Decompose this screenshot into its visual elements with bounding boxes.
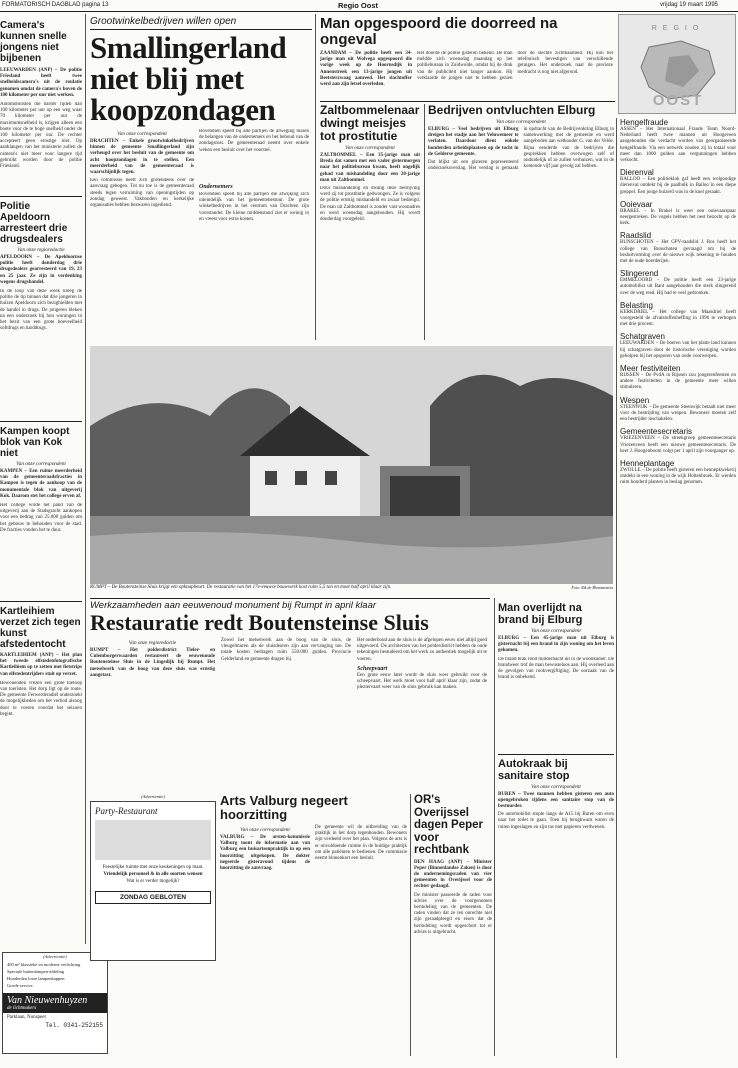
brief-title: Belasting: [620, 300, 653, 310]
article-body: Het onderhoud aan de sluis is de afgelopen eeuw niet altijd goed uitgevoerd. De architecten van het polderdistrict hebben de oude tekeningen bestudeerd om het werk zo authentiek mogelijk uit te voeren.: [357, 638, 487, 662]
ad-line: Vriendelijk personeel & in alle soorten wensen: [103, 872, 203, 877]
advertisement-lighting: [2, 952, 108, 1054]
brief-title: Schatgraven: [620, 332, 665, 342]
brief-body: ZWOLLE – De politie heeft gisteren een hennepkwekerij ontdekt in een woning in de wijk Holtenbroek. Er werden ruim honderd planten in beslag genomen.: [620, 467, 736, 486]
article-byline: Van onze correspondent: [496, 119, 546, 125]
article-kicker: Grootwinkelbedrijven willen open: [90, 16, 237, 27]
left-column: [0, 14, 82, 1058]
article-body: De gemeente wil de uitbreiding van de praktijk in het dorp tegenhouden. Bewoners zijn verdeeld over het plan. Volgens de arts is er onvoldoende ruimte in de huidige praktijk om alle patiënten te bedienen. De commissie neemt binnenkort een besluit.: [315, 825, 407, 862]
article-zaltbommel: [320, 104, 420, 340]
photo-credit: Foto: Rik de Blommestein: [571, 585, 613, 590]
brief-title: Dierenval: [620, 168, 654, 178]
brief-body: RIJSSEN – De PvdA in Rijssen zou jongerenfeesten en andere festiviteiten in de gemeente meer willen stimuleren.: [620, 373, 736, 391]
article-body: Het college wilde het pand van de uitgeverij aan de Stadsgracht aankopen voor een bedrag van 25.000 gulden om het gebouw te behouden voor de stad. De fracties vonden het te duur.: [0, 503, 82, 533]
article-body: Een commissie heeft zich grotendeels over de aanvraag gebogen. Tot nu toe is de gemeenteraad steeds tegen verruiming van openingstijden op zondag geweest. Vakbonden en kerkelijke organisaties hebben bezwaren ingediend.: [90, 178, 194, 209]
article-byline: Van onze correspondent: [240, 827, 290, 833]
article-title: Kampen koopt blok van Kok niet: [0, 426, 70, 460]
brief-title: Gemeentesecretaris: [620, 427, 693, 437]
article-body: Automobilisten die harder rijden dan 100 kilometer per uur op een weg waar 70 kilometer per uur de maximumsnelheid is, krijgen alleen een boete voor de te hoge snelheid onder de 100 kilometer per uur. De rechter accepteert geen ernstige niet. Op aanklangen van het ministerie zullen de camera's niet meer voor langere tijd gebruikt worden door de politie Friesland.: [0, 102, 82, 170]
ad-image: [95, 820, 211, 860]
brief-title: Wespen: [620, 395, 650, 405]
header-section: Regio Oost: [338, 1, 379, 10]
article-lead: KARTLEIHIEM (ANP) – Het plan het tweede elfstedenfotografische Kartleihiem op te zetten met fietstrips van elfstedentrijders stuit op verzet.: [0, 653, 82, 677]
photo-caption: [90, 585, 613, 590]
masthead-label: REGIO: [651, 25, 705, 32]
article-lead: DEN HAAG (ANP) – Minister Peper (Binnenlandse Zaken) is door de ondernemingsraden van vier gemeenten in Overijssel voor de rechter gedaagd.: [414, 859, 492, 890]
brief-title: Ooievaar: [620, 199, 653, 209]
header-left: FORMATORISCH DAGBLAD pagina 13: [2, 2, 109, 8]
article-doorreed: [320, 16, 615, 96]
ad-line: Speciale buitenlampen-afdeling: [7, 969, 65, 974]
masthead-sub: OOST: [652, 92, 704, 109]
brief-body: STEENWIJK – De gemeente Steenwijk betaalt niet meer voor de bestrijding van wespen. Bewoners moeten zelf een bestrijder inschakelen.: [620, 404, 736, 423]
brief-body: ASSEN – Het Internationaal Fraude Team Noord-Nederland heeft twee mannen uit Hoogeveen aangehouden die verdacht worden van georganiseerde hengelfraude. Via een netwerk zouden zij in totaal voor meer dan 1000 gulden aan vergunningen hebben verkocht.: [620, 127, 736, 164]
article-byline: Van onze correspondent: [117, 131, 167, 137]
article-lead: APELDOORN – De Apeldoornse politie heeft donderdag drie drugsdealers gearresteerd van 19, 23 en 25 jaar. Ze zijn in verdenking wegens drugshandel.: [0, 255, 82, 285]
ad-shop-name: Van Nieuwenhuyzen: [7, 995, 88, 1006]
article-subhead: Ondernemers: [199, 184, 233, 190]
brief-body: VRIEZENVEEN – De streekgroep gemeentesecretaris Vriezenveen heeft een nieuwe gemeentesecretaris. De heer J. Hoogenboom volgt per 1 april zijn voorganger op.: [620, 436, 736, 454]
brief-body: KERKDRIEL – Het college van Maasdriel heeft voorgesteld de afvalstoffenheffing in 1996 te verhogen met drie procent.: [620, 309, 736, 328]
news-brief: [620, 427, 736, 455]
brief-body: BALLOO – Een politieklok gaf heeft een wolgoudige dierenval ontdekt bij de paalhulk in Balloo in een diepe greppel. Een jonge buizerd was in de knel geraakt.: [620, 177, 736, 195]
news-brief: [620, 459, 736, 487]
article-ors: [414, 794, 492, 1056]
article-subhead: Scheepvaart: [357, 665, 388, 672]
article-body: De automobilist stopte langs de A15 bij Buren om even naar het toilet te gaan. Toen hij terugkwam waren de ruiten ingeslagen en zijn tas met papieren verdwenen.: [498, 812, 614, 830]
ad-shop-sub: de lichtmakers: [7, 1006, 37, 1011]
news-brief: [620, 396, 736, 424]
news-brief: [620, 269, 736, 297]
ad-line: 400 m² klassieke en moderne verlichting: [7, 962, 81, 967]
article-restauratie: [90, 600, 490, 790]
article-lead: RUMPT – Het polderdistrict Tieler- en Culemborgerwaarden restaureert de eeuwenoude Boutensteinse Sluis in de Lingedijk bij Rumpt. Het metselwerk van de boog van deze sluis was ernstig aangetast.: [90, 648, 215, 678]
article-kicker: Werkzaamheden aan eeuwenoud monument bij Rumpt in april klaar: [90, 600, 377, 611]
ad-line: Feestelijke ruimte met onze keukeningen op maat.: [102, 865, 204, 870]
sluis-photo: [90, 346, 613, 584]
brief-title: Meer festiviteiten: [620, 364, 681, 374]
article-title: Zaltbommelenaar dwingt meisjes tot prostitutie: [320, 104, 420, 143]
article-lead: ZAANDAM – De politie heeft een 34-jarige man uit Wolvega opgespoord die vorige week op de Hoornsdijk in Annenstreek een 13-jarige jongen uit Beetsterzwaag aanreed. Het slachtoffer werd aan zijn letsel overleden.: [320, 51, 412, 88]
article-title: Camera's kunnen snelle jongens niet bijbenen: [0, 20, 67, 64]
brief-title: Slingerend: [620, 269, 659, 279]
news-brief: [620, 301, 736, 329]
article-title: Kartleihiem verzet zich tegen kunst afstedentocht: [0, 606, 81, 651]
article-lead: VALBURG – De arsten-kommissie Valburg toont de informatie aan van Valburg een huisartsenpraktijk in op een hoorzitting uitgekopen. De dokter negeerde gisteravond tijdens de hoorzitting de aanvraag.: [220, 835, 310, 872]
brief-body: EMMELOORD – De politie heeft een 23-jarige automobilist uit Bant aangehouden die sterk slingerend over de weg reed. Hij had te veel gedronken.: [620, 278, 736, 296]
article-title: OR's Overijssel dagen Peper voor rechtbank: [414, 794, 484, 856]
article-byline: Van onze correspondent: [16, 461, 66, 468]
article-body: Bovendien speelt bij alle partijen die afwijking zich uiteindelijk van het gemeentebestuur. De grote winkelbedrijven in het centrum van Drachten zijn voorstander. De kleine middenstand ziet er weinig in en vreest voor extra kosten.: [199, 192, 309, 222]
ad-address: Parklaan, Nunspeet: [7, 1015, 46, 1020]
article-byline: Van onze regioredactie: [17, 247, 65, 254]
article-title: Autokraak bij sanitaire stop: [498, 757, 570, 782]
ad-line: Honderden losse lampenkappen: [7, 976, 65, 981]
brief-body: BRAKEL – In Brakel is weer een ooievaarspaar neergestreken. De vogels hebben het nest bezocht op de kerk.: [620, 208, 736, 227]
caption-text: RUMPT – De Boutensteinse Sluis krijgt een opknapbeurt. De restauratie van het 17e-eeuwse bouwwerk kost ruim 5,5 ton en moet half april klaar zijn.: [90, 585, 392, 590]
article-lead: KAMPEN – Een ruime meerderheid van de gemeenteraadsfracties in Kampen is tegen de aankoop van de monumentale blok van uitgeverij Kok. Daarom stet het college erven af.: [0, 469, 82, 499]
ad-caption: (Advertentie): [43, 954, 67, 959]
article-byline: Van onze correspondent: [531, 628, 581, 634]
right-middle-stack: [498, 602, 614, 1054]
article-lead: ZALTBOMMEL – Een 35-jarige man uit Breda dat samen met een vader gistermorgen naar het politiebureau kwam, heeft ongelijk gehad van mishandeling door een 20-jarige man uit Zaltbommel.: [320, 153, 420, 183]
news-brief: [620, 231, 736, 265]
article-body: Een grote eeuw later wordt de sluis weer gebruikt voor de scheepvaart. Het werk moet voor half april klaar zijn, zodat de pleziervaart weer van de sluis gebruik kan maken.: [357, 672, 487, 691]
brief-body: BUNSCHOTEN – Het GPV-raadslid J. Bos heeft het college van Bunschoten gevraagd om bij de besluitvorming over de nieuwe wijk rekening te houden met de oude boerderijen.: [620, 240, 736, 265]
article-body: De brand brak rond middernacht uit in de woonkamer. De brandweer trof de man bewusteloos aan. Hij overleed aan de gevolgen van rookvergiftiging. De oorzaak van de brand is onbekend.: [498, 656, 614, 681]
advertisement-restaurant: [90, 794, 216, 966]
article-body: De minister passeerde de raden voor advies over de voorgenomen herindeling van de gemeenten. De raden vinden dat ze ten onrechte niet zijn geraadpleegd en eisen dat de herindeling wordt opgeschort tot er advies is uitgebracht.: [414, 892, 492, 935]
article-lead: DRACHTEN – Enkele grootwinkelbedrijven binnen de gemeente Smallingerland zijn verheugd over het besluit van de gemeente om acht koopzondagen in te stellen. Een meerderheid van de gemeenteraad is waarschijnlijk tegen.: [90, 139, 194, 176]
ad-cta: ZONDAG GEBLOTEN: [95, 891, 211, 904]
article-lead: ELBURG – Een 45-jarige man uit Elburg is gisternacht bij een brand in zijn woning om het leven gekomen.: [498, 636, 614, 654]
article-body: Bovendien speelt bij alle partijen de afweging tussen de belangen van de ondernemers en het behoud van de zondagsrust. De gemeenteraad neemt over enkele weken een besluit over het voorstel.: [199, 129, 309, 153]
ad-title: Party-Restaurant: [95, 806, 158, 816]
article-smallingerland: [90, 16, 312, 342]
article-title: Man overlijdt na brand bij Elburg: [498, 602, 583, 626]
article-valburg: [220, 794, 408, 1056]
brief-title: Raadslid: [620, 231, 652, 241]
news-brief: [620, 168, 736, 196]
article-body: Door mishandeling en dwang deze bedrijving werd zij tot prostitutie gedwongen. Ze is volgens de politie ernstig mishandeld en zwaar bedreigd. De man uit Zaltbommel is zonder vast woonadres en werd woensdag aangehouden. Hij wordt donderdag voorgeleid.: [320, 186, 420, 223]
article-body: Het doorde de politie gisteren bekend. De man meldde zich woensdag maandag op het politiebureau in Zuidwolde, omdat hij de druk van de publiciteit niet langer aankon. Hij verklaarde de jongen niet te hebben gezien door de slechte zichtbaarheid. Hij kon het telefonisch bevestigen van verschillende getuigen. Het onderzoek naar de precieze toedracht is nog niet afgerond.: [417, 51, 613, 81]
news-brief: [620, 332, 736, 360]
article-elburg: [428, 104, 614, 340]
article-title: Man opgespoord die doorreed na ongeval: [320, 16, 558, 48]
article-title: Smallingerland niet blij met koopzondagen: [90, 30, 287, 127]
page-header: [0, 0, 738, 12]
article-title: Politie Apeldoorn arresteert drie drugsdealers: [0, 201, 68, 246]
article-byline: Van onze regioredactie: [128, 640, 177, 646]
news-briefs-column: [620, 118, 736, 1058]
photo-scene: [90, 346, 613, 584]
article-title: Arts Valburg negeert hoorzitting: [220, 794, 348, 822]
article-body: Bewonenden vrezen een grote toeloop van toeristen. Het dorp ligt op de route. De gemeente Ferwerderadiel onderzoekt de mogelijkheden om het verbod alsnog door te voeren voordat het seizoen begint.: [0, 680, 82, 717]
ad-line: Goede service: [7, 983, 33, 988]
article-body: Dat blijkt uit een gisteren gepresenteerd onderzoeksverslag. Het verslag is gemaakt in opdracht van de Bedrijvenkring Elburg in samenwerking met de gemeente en werd aangeboden aan wethouder G. van der Velde. Bijna eenderde van de bedrijven die gesprekken hebben overwogen zelf of onduidelijk of ze zullen verhuizen, wat in de komende vijf jaar gevolg zal hebben.: [428, 127, 614, 172]
brief-title: Hengelfraude: [620, 118, 669, 127]
ad-phone: Tel. 0341-252155: [45, 1022, 103, 1029]
news-brief: [620, 364, 736, 392]
ad-line: Wat is er verder mogelijk?: [126, 879, 180, 884]
article-title: Bedrijven ontvluchten Elburg: [428, 104, 596, 117]
brief-title: Henneplantage: [620, 458, 675, 468]
ad-caption: (Advertentie): [141, 794, 165, 799]
regio-oost-masthead: [618, 14, 736, 114]
article-title: Restauratie redt Boutensteinse Sluis: [90, 610, 429, 635]
article-byline: Van onze correspondent: [531, 783, 581, 790]
article-lead: LEEUWARDEN (ANP) – De politie Friesland heeft twee snelheidscamera's uit de roulatie genomen omdat de camera's boven de 100 kilometer per uur niet werken.: [0, 68, 82, 98]
news-brief: [620, 118, 736, 164]
news-brief: [620, 200, 736, 228]
brief-body: LEEUWARDEN – De boeren van het platte land kunnen bij schatgraven door de historische vereniging worden geholpen bij het opsporen van oude voorwerpen.: [620, 341, 736, 359]
article-lead: BUREN – Twee mannen hebben gisteren een auto opengebroken tijdens een sanitaire stop van de bestuurder.: [498, 791, 614, 810]
article-body: Zowel het metselwerk aan de boog van de sluis, de vleugelmuren als de sluisdeuren zijn aan vervanging toe. De totale kosten bedragen ruim 550.000 gulden. Provincie Gelderland en gemeente dragen bij.: [221, 638, 351, 662]
article-byline: Van onze correspondent: [345, 145, 395, 151]
article-body: In de loop van deze week kreeg de politie de tip binnen dat drie jongeren in huizen Apeldoorn zich bezighielden met de handel in drugs. De jongeren bleken na een onderzoek bij hun woningen in het bezit van een grote hoeveelheid softdrugs en harddrugs.: [0, 289, 82, 332]
article-lead: ELBURG – Veel bedrijven uit Elburg dreigen het stadje aan het Veluwemeer te verlaten. Daardoor dient enkele honderden arbeidsplaatsen op de tocht in de Gelderse gemeente.: [428, 127, 519, 157]
header-date: vrijdag 19 maart 1995: [659, 2, 718, 8]
